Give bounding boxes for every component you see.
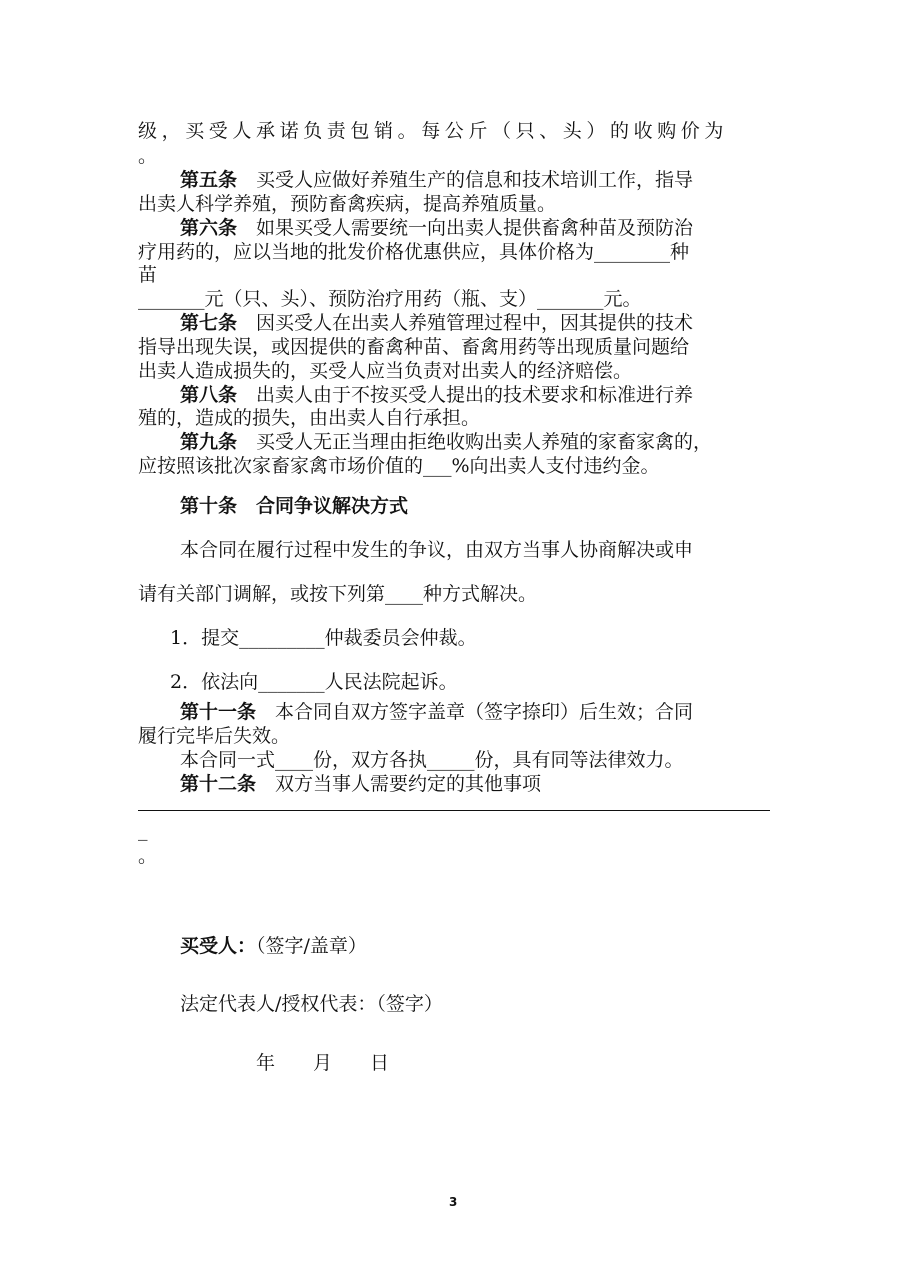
article-heading: 第六条 [180, 217, 238, 239]
paragraph-line: _______元（只、头）、预防治疗用药（瓶、支）_______元。 [138, 288, 642, 310]
paragraph-line: 疗用药的，应以当地的批发价格优惠供应，具体价格为________种 [138, 241, 690, 263]
option-2-line: 2．依法向_______人民法院起诉。 [170, 671, 458, 693]
article-heading: 第八条 [180, 384, 238, 406]
article-10-heading: 第十条 合同争议解决方式 [180, 495, 409, 517]
paragraph-line: 级，买受人承诺负责包销。每公斤（只、头）的收购价为 [138, 120, 729, 142]
paragraph-line: _ [138, 819, 148, 841]
paragraph-line: 。 [138, 845, 158, 867]
paragraph-line: 请有关部门调解，或按下列第____种方式解决。 [138, 583, 538, 605]
paragraph-line: 出卖人科学养殖，预防畜禽疾病，提高养殖质量。 [138, 193, 557, 215]
page-number: 3 [449, 1195, 458, 1209]
article-8-line: 第八条 出卖人由于不按买受人提出的技术要求和标准进行养 [180, 384, 694, 406]
paragraph-line: 应按照该批次家畜家禽市场价值的___%向出卖人支付违约金。 [138, 455, 660, 477]
article-12-line: 第十二条 双方当事人需要约定的其他事项 [180, 773, 542, 795]
article-heading: 第十二条 [180, 773, 257, 795]
article-11-line: 第十一条 本合同自双方签字盖章（签字捺印）后生效；合同 [180, 701, 694, 723]
article-7-line: 第七条 因买受人在出卖人养殖管理过程中，因其提供的技术 [180, 312, 694, 334]
paragraph-line: 指导出现失误，或因提供的畜禽种苗、畜禽用药等出现质量问题给 [138, 336, 690, 358]
date-line: 年 月 日 [256, 1052, 390, 1074]
buyer-signature-line: 买受人：（签字/盖章） [180, 935, 367, 957]
buyer-label: 买受人： [180, 935, 257, 957]
paragraph-line: 。 [138, 145, 158, 167]
article-6-line: 第六条 如果买受人需要统一向出卖人提供畜禽种苗及预防治 [180, 217, 694, 239]
paragraph-line: 本合同一式____份，双方各执_____份，具有同等法律效力。 [180, 749, 684, 771]
paragraph-line: 苗 [138, 264, 158, 286]
paragraph-line: 殖的，造成的损失，由出卖人自行承担。 [138, 407, 481, 429]
article-heading: 第十一条 [180, 701, 257, 723]
article-5-line: 第五条 买受人应做好养殖生产的信息和技术培训工作，指导 [180, 169, 694, 191]
article-heading: 第五条 [180, 169, 238, 191]
article-9-line: 第九条 买受人无正当理由拒绝收购出卖人养殖的家畜家禽的， [180, 431, 713, 453]
representative-signature-line: 法定代表人/授权代表：（签字） [180, 993, 443, 1015]
blank-fill-rule [138, 810, 770, 811]
paragraph-line: 履行完毕后失效。 [138, 725, 291, 747]
article-heading: 第七条 [180, 312, 238, 334]
option-1-line: 1．提交_________仲裁委员会仲裁。 [170, 627, 477, 649]
article-heading: 第九条 [180, 431, 238, 453]
paragraph-line: 出卖人造成损失的，买受人应当负责对出卖人的经济赔偿。 [138, 360, 633, 382]
paragraph-line: 本合同在履行过程中发生的争议，由双方当事人协商解决或申 [180, 539, 694, 561]
